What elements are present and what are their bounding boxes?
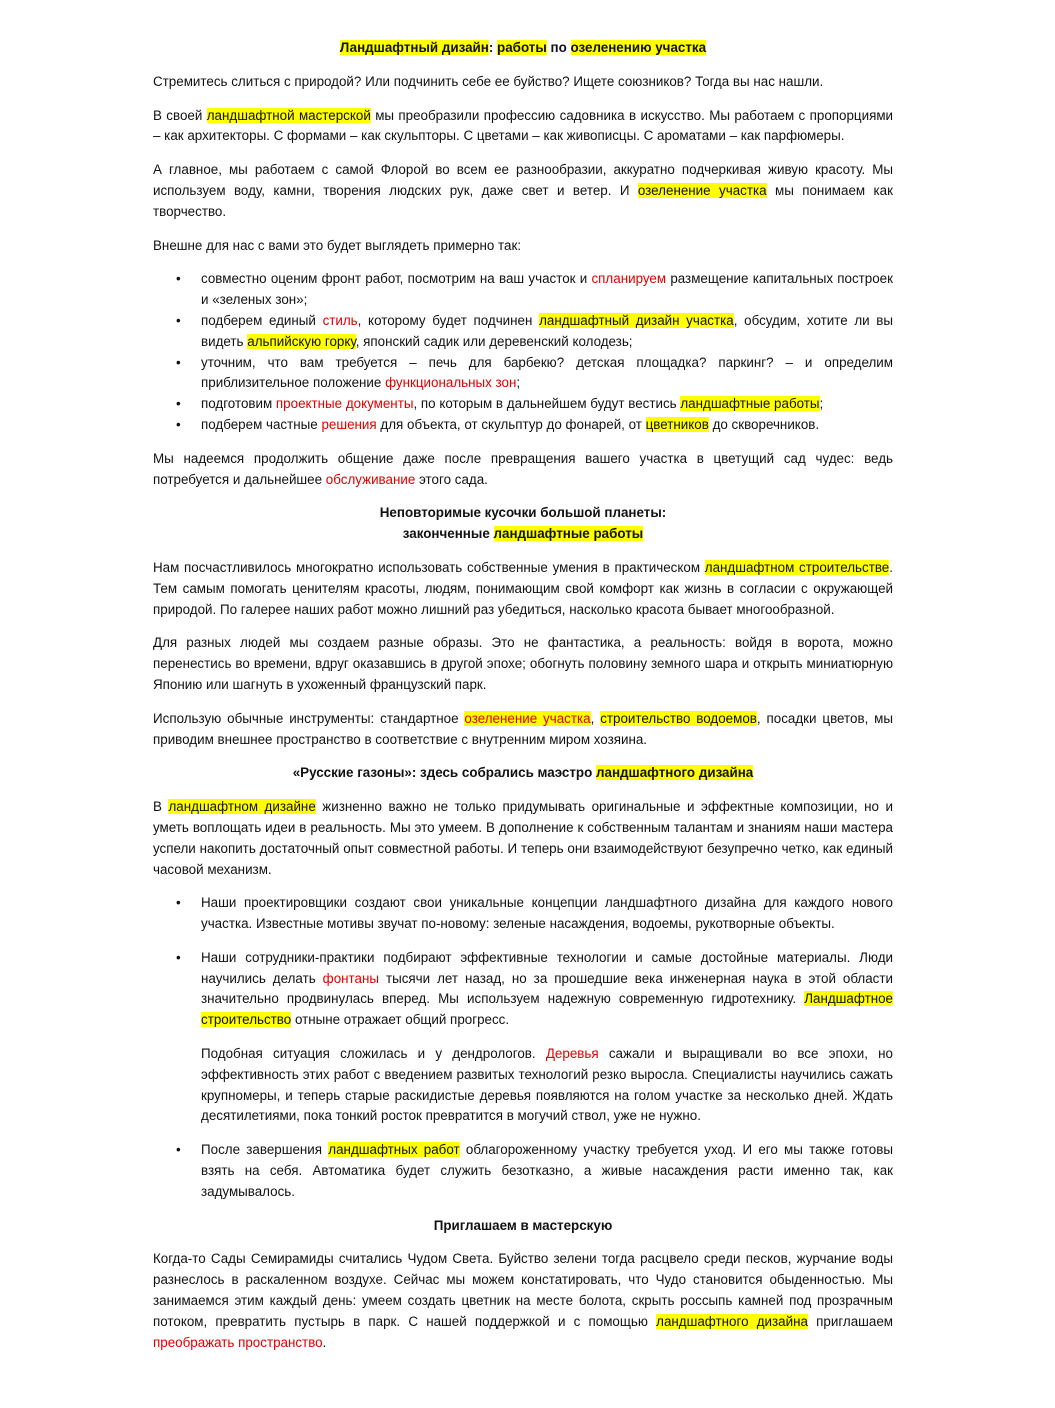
paragraph <box>153 236 893 257</box>
text-run: Внешне для нас с вами это будет выглядеть примерно так: <box>153 237 522 253</box>
highlighted-keyword[interactable]: озеленение участка <box>464 710 591 726</box>
paragraph <box>153 633 893 695</box>
bullet-icon: • <box>176 1142 181 1158</box>
text-run: После завершения <box>201 1142 329 1158</box>
text-run: «Русские газоны»: здесь собрались маэстро <box>292 765 597 781</box>
text-run: А главное, мы работаем с самой Флорой во всем ее разнообразии, аккуратно подчеркивая живую красоту. Мы используем воду, камни, творения людских рук, даже свет и ветер. И <box>153 162 893 198</box>
text-run: , по которым в дальнейшем будут вестись <box>413 396 681 412</box>
text-run: ; <box>819 396 824 412</box>
text-run: для объекта, от скульптур до фонарей, от <box>376 416 646 432</box>
list-item <box>153 948 893 1127</box>
text-run: совместно оценим фронт работ, посмотрим на ваш участок и <box>201 271 592 287</box>
list-item <box>153 353 893 395</box>
text-run: Неповторимые кусочки большой планеты: <box>379 505 667 521</box>
text-run: В своей <box>153 107 207 123</box>
list-item-subparagraph <box>201 1044 893 1127</box>
text-run: этого сада. <box>415 471 488 487</box>
text-run: В <box>153 799 169 815</box>
text-run: тысячи лет назад, но за прошедшие века инженерная наука в этой области значительно продвинулась вперед. Мы используем надежную современную гидротехнику. <box>201 970 893 1007</box>
text-run: сажали и выращивали во все эпохи, но эффективность этих работ с введением развитых технологий резко выросла. Специалисты научились сажать крупномеры, и теперь старые раскидистые деревья появляются на голом участке за несколько дней. Ждать десятилетиями, пока тонкий росток превратится в могучий ствол, уже не нужно. <box>201 1046 893 1124</box>
link-text[interactable]: функциональных зон <box>385 375 517 391</box>
text-run: мы преобразили профессию садовника в искусство. Мы работаем с пропорциями – как архитекторы. С формами – как скульпторы. С цветами – как живописцы. С ароматами – как парфюмеры. <box>153 107 894 144</box>
list-item <box>153 1140 893 1202</box>
highlighted-keyword: работы <box>497 40 547 55</box>
highlighted-keyword: ландшафтный дизайн участка <box>539 312 734 328</box>
text-run: приглашаем <box>807 1313 894 1329</box>
highlighted-keyword: ландшафтные работы <box>493 526 644 542</box>
text-run: , обсудим, хотите ли вы видеть <box>201 312 894 349</box>
bullet-list-team <box>153 893 893 1202</box>
paragraph <box>153 449 893 491</box>
text-run: Стремитесь слиться с природой? Или подчинить себе ее буйство? Ищете союзников? Тогда вы нас нашли. <box>153 73 824 89</box>
link-text[interactable]: Деревья <box>545 1046 599 1062</box>
text-run: до скворечников. <box>708 416 820 432</box>
text-run: Когда-то Сады Семирамиды считались Чудом Света. Буйство зелени тогда расцвело среди песков, журчание воды разнеслось в раскаленном воздухе. Сейчас мы можем констатировать, что Чудо становится обыденностью. Мы занимаемся этим каждый день: умеем создать цветник на месте болота, скрыть россыпь камней под прозрачным потоком, превратить пустырь в парк. С нашей поддержкой и с помощью <box>153 1251 893 1329</box>
section-heading <box>153 763 893 784</box>
list-item <box>153 269 893 311</box>
text-run: Мы надеемся продолжить общение даже после превращения вашего участка в цветущий сад чудес: ведь потребуется и дальнейшее <box>153 450 893 487</box>
text-run: облагороженному участку требуется уход. И его мы также готовы взять на себя. Автоматика будет служить безотказно, а живые насаждения расти именно так, как задумывалось. <box>201 1142 893 1199</box>
paragraph <box>153 797 893 880</box>
text-run: жизненно важно не только придумывать оригинальные и эффектные композиции, но и уметь воплощать идеи в реальность. Мы это умеем. В дополнение к собственным талантам и знаниям наши мастера успели накопить достаточный опыт совместной работы. И теперь они взаимодействуют безупречно четко, как единый часовой механизм. <box>153 799 893 877</box>
highlighted-keyword: ландшафтном дизайне <box>168 799 316 815</box>
paragraph <box>153 106 893 148</box>
text-run: мы понимаем как творчество. <box>153 182 893 219</box>
text-run: подберем частные <box>201 416 322 432</box>
highlighted-keyword: ландшафтном строительстве <box>704 559 890 575</box>
text-run: отныне отражает общий прогресс. <box>291 1012 510 1028</box>
bullet-list-plan <box>153 269 893 435</box>
highlighted-keyword: ландшафтной мастерской <box>206 107 371 123</box>
text-run: подберем единый <box>201 312 323 328</box>
highlighted-keyword: Ландшафтное строительство <box>201 991 893 1028</box>
paragraph <box>153 1249 893 1353</box>
bullet-icon: • <box>176 416 181 432</box>
text-run: Наши проектировщики создают свои уникальные концепции ландшафтного дизайна для каждого нового участка. Известные мотивы звучат по-новому: зеленые насаждения, водоемы, рукотворные объекты. <box>201 895 893 932</box>
text-run: по <box>546 40 571 55</box>
bullet-icon: • <box>176 312 181 328</box>
text-run: подготовим <box>201 396 276 412</box>
text-run: , которому будет подчинен <box>357 312 540 328</box>
link-text[interactable]: преображать пространство <box>153 1334 323 1350</box>
bullet-icon: • <box>176 949 181 965</box>
section-heading <box>153 1216 893 1237</box>
link-text[interactable]: спланируем <box>591 271 667 287</box>
text-run: уточним, что вам требуется – печь для барбекю? детская площадка? паркинг? – и определим приблизительное положение <box>201 354 893 391</box>
highlighted-keyword: ландшафтного дизайна <box>656 1313 808 1329</box>
text-run: Подобная ситуация сложилась и у дендрологов. <box>201 1046 546 1062</box>
text-run: Приглашаем в мастерскую <box>433 1217 613 1233</box>
text-run: Для разных людей мы создаем разные образы. Это не фантастика, а реальность: войдя в ворота, можно перенестись во времени, вдруг оказавшись в другой эпохе; обогнуть половину земного шара и открыть миниатюрную Японию или шагнуть в ухоженный французский парк. <box>153 635 893 692</box>
text-run: , <box>590 710 601 726</box>
list-item <box>153 311 893 353</box>
list-item <box>153 415 893 436</box>
text-run: , японский садик или деревенский колодезь; <box>355 333 633 349</box>
document-page <box>153 38 893 1366</box>
highlighted-keyword: озеленение участка <box>637 182 767 198</box>
list-item <box>153 893 893 935</box>
bullet-icon: • <box>176 354 181 370</box>
paragraph <box>153 558 893 620</box>
text-run: . Тем самым помогать ценителям красоты, людям, понимающим свой комфорт как жизнь в согласии с окружающей природой. По галерее наших работ можно лишний раз убедиться, насколько красота бывает многообразной. <box>153 559 893 617</box>
highlighted-keyword: озеленению участка <box>570 40 707 55</box>
bullet-icon: • <box>176 271 181 287</box>
paragraph <box>153 709 893 751</box>
highlighted-keyword: альпийскую горку <box>247 333 356 349</box>
link-text[interactable]: обслуживание <box>325 471 416 487</box>
link-text[interactable]: фонтаны <box>322 970 379 986</box>
highlighted-keyword: строительство водоемов <box>600 710 757 726</box>
text-run: . <box>322 1334 327 1350</box>
highlighted-keyword: ландшафтные работы <box>680 396 820 412</box>
link-text[interactable]: решения <box>321 416 377 432</box>
highlighted-keyword: Ландшафтный дизайн <box>339 40 489 55</box>
bullet-icon: • <box>176 396 181 412</box>
text-run: : <box>488 40 498 55</box>
paragraph <box>153 160 893 222</box>
link-text[interactable]: проектные документы <box>275 396 414 412</box>
text-run: Использую обычные инструменты: стандартное <box>153 710 465 726</box>
highlighted-keyword: ландшафтного дизайна <box>596 765 754 781</box>
document-title <box>153 38 893 59</box>
paragraph <box>153 72 893 93</box>
list-item <box>153 394 893 415</box>
text-run: Наши сотрудники-практики подбирают эффективные технологии и самые достойные материалы. Люди научились делать <box>201 949 893 986</box>
text-run: ; <box>516 375 521 391</box>
text-run: размещение капитальных построек и «зеленых зон»; <box>201 271 893 308</box>
highlighted-keyword: ландшафтных работ <box>328 1142 460 1158</box>
bullet-icon: • <box>176 895 181 911</box>
text-run: , посадки цветов, мы приводим внешнее пространство в соответствие с внутренним миром хозяина. <box>153 710 894 747</box>
text-run: законченные <box>402 526 494 542</box>
highlighted-keyword: цветников <box>645 416 709 432</box>
section-heading <box>153 503 893 545</box>
link-text[interactable]: стиль <box>322 312 358 328</box>
text-run: Нам посчастливилось многократно использовать собственные умения в практическом <box>153 559 705 575</box>
